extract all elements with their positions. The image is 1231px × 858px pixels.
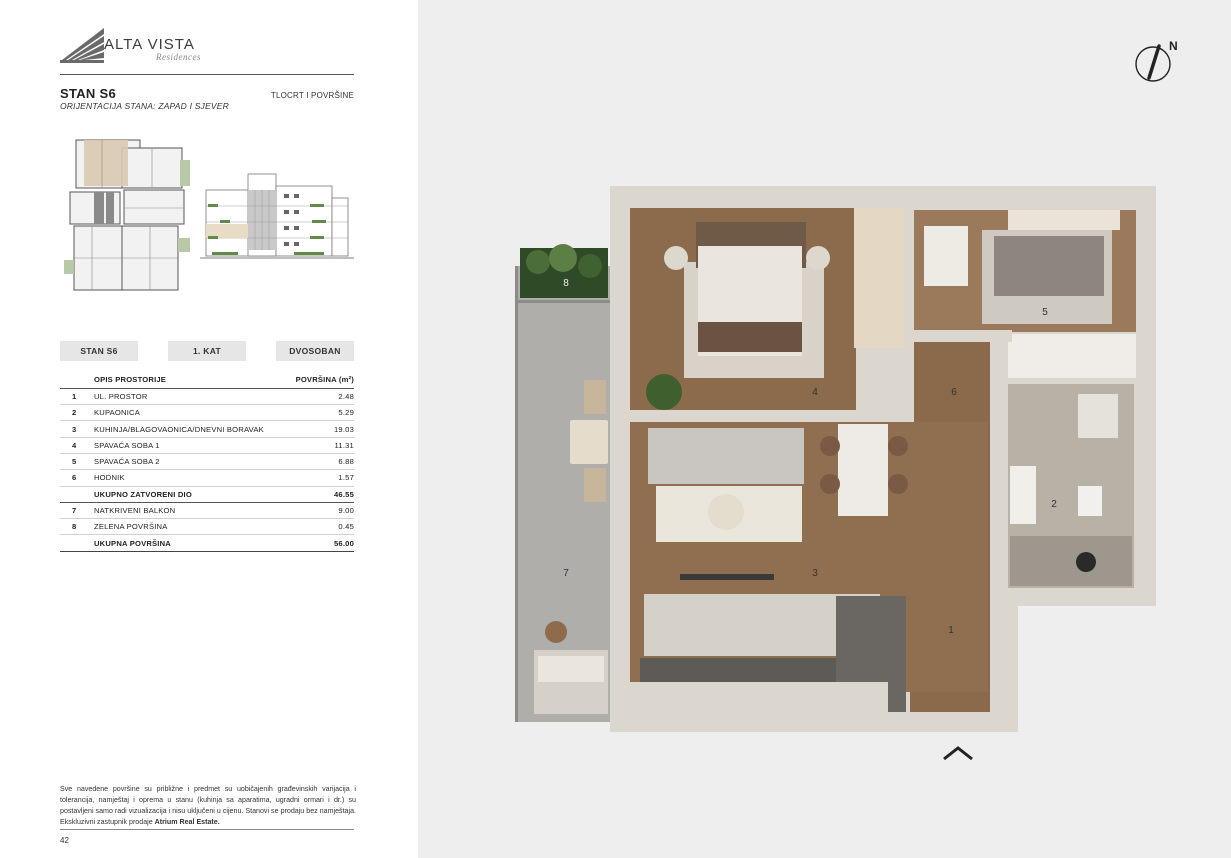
disclaimer (60, 784, 356, 828)
floor-plan-panel (418, 0, 1231, 858)
area-table (60, 372, 354, 552)
total-row (60, 535, 354, 551)
row-area: 2.48 (287, 388, 354, 404)
building-section-thumbnail (200, 168, 354, 266)
col-area-header: POVRŠINA (m²) (287, 372, 354, 388)
room-label: 3 (812, 568, 818, 579)
table-row (60, 421, 354, 437)
room-label: 2 (1051, 499, 1057, 510)
row-number: 6 (60, 470, 94, 486)
sales-agent: Atrium Real Estate. (154, 818, 220, 826)
apartment-title: STAN S6 (60, 86, 117, 101)
badge-type: DVOSOBAN (276, 341, 354, 361)
room-label: 4 (812, 387, 818, 398)
entrance-chevron-icon (942, 745, 974, 761)
subtotal-row (60, 486, 354, 502)
room-label: 5 (1042, 307, 1048, 318)
table-row (60, 453, 354, 469)
row-name: SPAVAĆA SOBA 2 (94, 453, 287, 469)
row-area: 19.03 (287, 421, 354, 437)
divider (60, 829, 354, 830)
subtotal-label: UKUPNO ZATVORENI DIO (94, 486, 287, 502)
total-label: UKUPNA POVRŠINA (94, 535, 287, 551)
row-area: 11.31 (287, 437, 354, 453)
row-number: 1 (60, 388, 94, 404)
table-row (60, 405, 354, 421)
table-row (60, 437, 354, 453)
badge-unit: STAN S6 (60, 341, 138, 361)
apartment-badges (60, 341, 354, 361)
row-area: 0.45 (287, 519, 354, 535)
row-name: ZELENA POVRŠINA (94, 519, 287, 535)
table-row (60, 388, 354, 404)
row-number: 7 (60, 502, 94, 518)
row-name: KUPAONICA (94, 405, 287, 421)
row-name: NATKRIVENI BALKON (94, 502, 287, 518)
room-label: 1 (948, 625, 954, 636)
row-name: HODNIK (94, 470, 287, 486)
table-row (60, 519, 354, 535)
row-number: 2 (60, 405, 94, 421)
info-panel (0, 0, 418, 858)
brand-name: ALTA VISTA (104, 36, 195, 53)
north-label: N (1169, 39, 1178, 53)
room-label: 8 (563, 278, 569, 289)
section-label: TLOCRT I POVRŠINE (270, 91, 354, 100)
row-area: 5.29 (287, 405, 354, 421)
row-name: UL. PROSTOR (94, 388, 287, 404)
disclaimer-text: Sve navedene površine su približne i predmet su uobičajenih građevinskih varijacija i tolerancija, namještaj i oprema u stanu (kuhinja sa aparatima, ugradni ormari i dr.) su postavljeni samo radi vizualizacija i nisu uključeni u cijenu. Stanovi se prodaju bez namještaja. Ekskluzivni zastupnik prodaje (60, 785, 356, 826)
col-room-header: OPIS PROSTORIJE (94, 372, 287, 388)
table-row (60, 470, 354, 486)
floor-keyplan-thumbnail (62, 130, 194, 300)
table-header (60, 372, 354, 388)
row-number: 3 (60, 421, 94, 437)
brand-subtitle: Residences (156, 52, 201, 62)
room-label: 6 (951, 387, 957, 398)
badge-floor: 1. KAT (168, 341, 246, 361)
row-name: KUHINJA/BLAGOVAONICA/DNEVNI BORAVAK (94, 421, 287, 437)
row-number: 4 (60, 437, 94, 453)
apartment-floor-plan (418, 0, 1231, 858)
subtotal-area: 46.55 (287, 486, 354, 502)
row-area: 9.00 (287, 502, 354, 518)
row-area: 6.88 (287, 453, 354, 469)
row-name: SPAVAĆA SOBA 1 (94, 437, 287, 453)
row-number: 8 (60, 519, 94, 535)
apartment-orientation: ORIJENTACIJA STANA: ZAPAD I SJEVER (60, 101, 229, 111)
total-area: 56.00 (287, 535, 354, 551)
page-number: 42 (60, 836, 69, 845)
row-number: 5 (60, 453, 94, 469)
row-area: 1.57 (287, 470, 354, 486)
table-row (60, 502, 354, 518)
room-label: 7 (563, 568, 569, 579)
divider (60, 74, 354, 75)
